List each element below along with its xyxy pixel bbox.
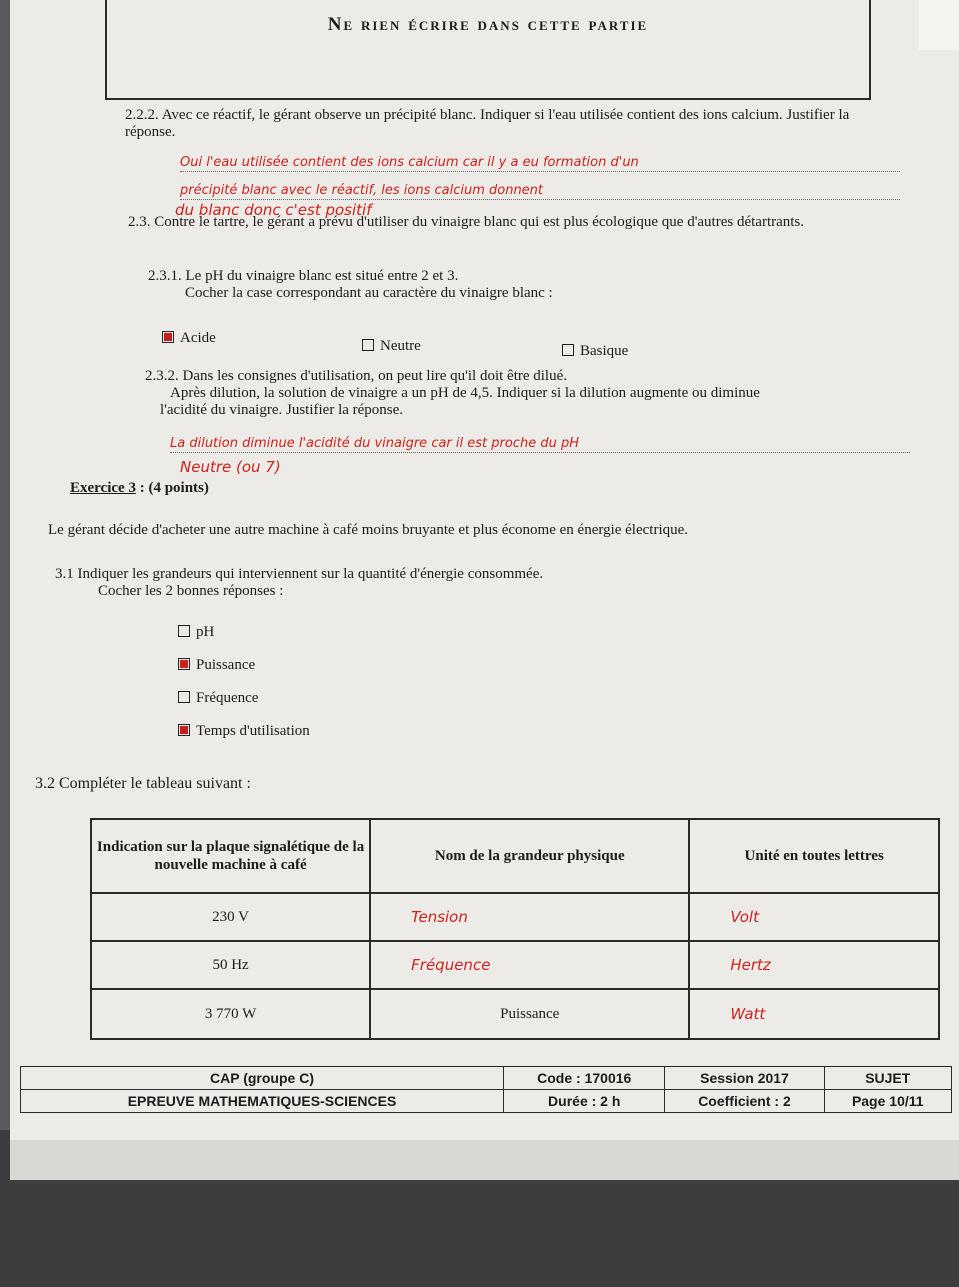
table-cell: 3 770 W	[91, 989, 370, 1039]
footer-coefficient: Coefficient : 2	[665, 1090, 824, 1113]
table-cell: 50 Hz	[91, 941, 370, 989]
handwritten-cell[interactable]: Fréquence	[370, 941, 689, 989]
question-number: 2.3.1.	[148, 268, 182, 284]
checkbox-icon[interactable]	[178, 691, 190, 703]
question-number: 3.1	[55, 566, 74, 582]
question-number: 3.2	[35, 775, 55, 792]
table-header: Unité en toutes lettres	[689, 819, 939, 893]
checkbox-acide[interactable]	[162, 330, 216, 347]
question-text: Après dilution, la solution de vinaigre a un pH de 4,5. Indiquer si la dilution augmente ou diminue	[170, 385, 760, 401]
option-label: pH	[196, 624, 215, 640]
checkbox-neutre[interactable]	[362, 338, 421, 355]
question-text: Avec ce réactif, le gérant observe un précipité blanc. Indiquer si l'eau utilisée contient des ions calcium. Justifier la réponse.	[125, 107, 850, 140]
instruction: Cocher la case correspondant au caractère du vinaigre blanc :	[185, 285, 553, 301]
question-text: Le pH du vinaigre blanc est situé entre 2 et 3.	[185, 268, 459, 284]
exercise-intro: Le gérant décide d'acheter une autre machine à café moins bruyante et plus économe en énergie électrique.	[48, 522, 689, 538]
table-header: Nom de la grandeur physique	[370, 819, 689, 893]
checkbox-checked-icon[interactable]	[162, 331, 174, 343]
handwritten-cell[interactable]: Hertz	[689, 941, 939, 989]
handwritten-cell[interactable]: Tension	[370, 893, 689, 941]
option-label: Temps d'utilisation	[196, 723, 310, 739]
question-text: l'acidité du vinaigre. Justifier la réponse.	[160, 402, 404, 418]
footer-exam-name: CAP (groupe C)	[21, 1067, 504, 1090]
answer-dotted-line	[180, 199, 900, 200]
option-label: Acide	[180, 330, 216, 346]
question-number: 2.3.2.	[145, 368, 179, 384]
footer-duree: Durée : 2 h	[504, 1090, 665, 1113]
handwritten-answer-line-2: précipité blanc avec le réactif, les ions calcium donnent	[180, 183, 544, 198]
question-number: 2.3.	[128, 214, 151, 230]
handwritten-answer: La dilution diminue l'acidité du vinaigre car il est proche du pH	[170, 436, 579, 451]
handwritten-cell[interactable]: Volt	[689, 893, 939, 941]
checkbox-icon[interactable]	[178, 625, 190, 637]
handwritten-cell[interactable]: Watt	[689, 989, 939, 1039]
question-3-1	[55, 566, 815, 583]
exercise-title: Exercice 3	[70, 480, 136, 496]
question-number: 2.2.2.	[125, 107, 159, 123]
question-2-3-1	[148, 268, 868, 285]
table-header-row	[91, 819, 939, 893]
handwritten-answer-line-1: Oui l'eau utilisée contient des ions calcium car il y a eu formation d'un	[180, 155, 639, 170]
footer-row	[21, 1090, 952, 1113]
question-2-3	[128, 214, 888, 231]
table-row	[91, 893, 939, 941]
exam-footer	[20, 1066, 952, 1113]
checkbox-puissance[interactable]	[178, 657, 255, 674]
answer-dotted-line	[180, 171, 900, 172]
reserved-banner	[105, 0, 871, 100]
folded-corner	[919, 0, 959, 50]
question-3-2	[35, 775, 251, 792]
footer-page: Page 10/11	[824, 1090, 952, 1113]
checkbox-checked-icon[interactable]	[178, 658, 190, 670]
question-text: Indiquer les grandeurs qui interviennent sur la quantité d'énergie consommée.	[77, 566, 544, 582]
table-cell: Puissance	[370, 989, 689, 1039]
exercise-heading	[70, 480, 209, 497]
question-text: Compléter le tableau suivant :	[59, 775, 251, 792]
data-table	[90, 818, 940, 1040]
option-label: Fréquence	[196, 690, 259, 706]
question-2-3-2	[145, 368, 905, 385]
checkbox-icon[interactable]	[362, 339, 374, 351]
option-label: Neutre	[380, 338, 421, 354]
page-bottom-edge	[10, 1140, 959, 1180]
question-2-2-2	[125, 107, 885, 141]
answer-dotted-line	[170, 452, 910, 453]
handwritten-answer-line-3: du blanc donc c'est positif	[175, 201, 372, 219]
footer-epreuve: EPREUVE MATHEMATIQUES-SCIENCES	[21, 1090, 504, 1113]
checkbox-ph[interactable]	[178, 624, 214, 641]
option-label: Basique	[580, 343, 629, 359]
checkbox-icon[interactable]	[562, 344, 574, 356]
table-row	[91, 989, 939, 1039]
footer-session: Session 2017	[665, 1067, 824, 1090]
exam-page	[10, 0, 959, 1180]
checkbox-frequence[interactable]	[178, 690, 258, 707]
banner-title: Ne rien écrire dans cette partie	[327, 14, 649, 35]
checkbox-basique[interactable]	[562, 343, 628, 360]
table-cell: 230 V	[91, 893, 370, 941]
footer-row	[21, 1067, 952, 1090]
footer-sujet: SUJET	[824, 1067, 952, 1090]
exercise-points: : (4 points)	[135, 480, 209, 496]
handwritten-answer: Neutre (ou 7)	[180, 458, 281, 476]
option-label: Puissance	[196, 657, 256, 673]
checkbox-checked-icon[interactable]	[178, 724, 190, 736]
table-header: Indication sur la plaque signalétique de la nouvelle machine à café	[91, 819, 370, 893]
instruction: Cocher les 2 bonnes réponses :	[98, 583, 284, 599]
question-text: Contre le tartre, le gérant a prévu d'utiliser du vinaigre blanc qui est plus écologique que d'autres détartrants.	[154, 214, 805, 230]
checkbox-temps[interactable]	[178, 723, 310, 740]
question-text: Dans les consignes d'utilisation, on peut lire qu'il doit être dilué.	[182, 368, 568, 384]
footer-code: Code : 170016	[504, 1067, 665, 1090]
table-row	[91, 941, 939, 989]
